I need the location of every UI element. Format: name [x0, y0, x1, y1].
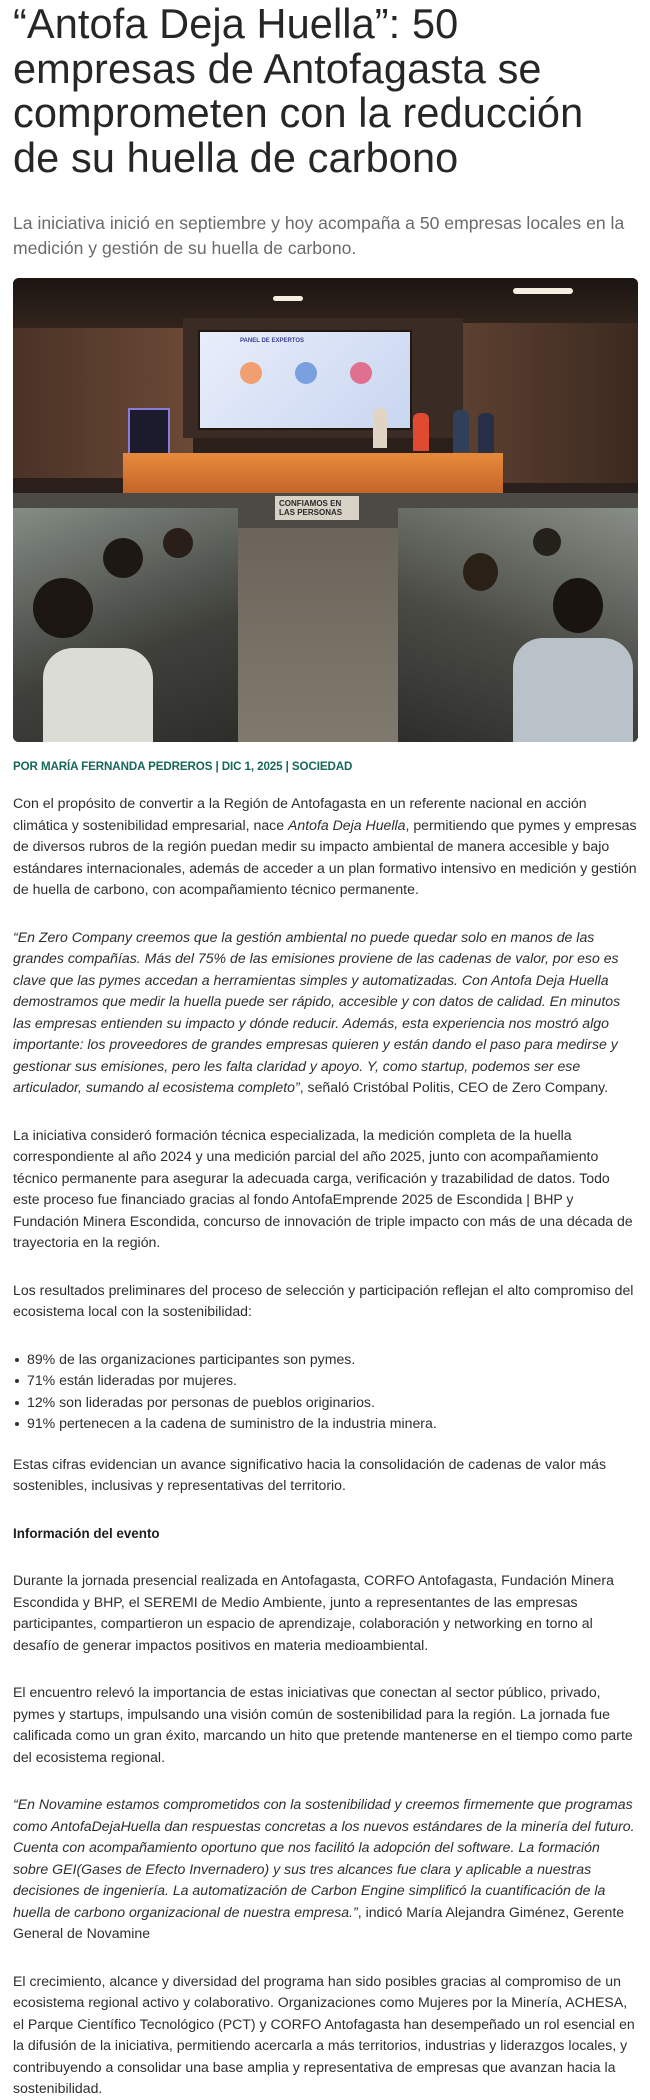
quote-attribution: , señaló Cristóbal Politis, CEO de Zero Company.	[299, 1079, 609, 1096]
paragraph-event: Durante la jornada presencial realizada en Antofagasta, CORFO Antofagasta, Fundación Minera Escondida y BHP, el SEREMI de Medio Ambiente, junto a representantes de las empresas participantes, compartieron un espacio de aprendizaje, colaboración y networking en torno al desafío de generar impactos positivos en materia medioambiental.	[13, 1572, 614, 1653]
quote-novamine	[13, 1794, 638, 1945]
program-name: Antofa Deja Huella	[287, 816, 406, 833]
section-heading: Información del evento	[13, 1525, 160, 1541]
quote-text: “En Zero Company creemos que la gestión ambiental no puede quedar solo en manos de las grandes compañías. Más del 75% de las emisiones proviene de las cadenas de valor, por eso es clave que las pymes accedan a herramientas simples y automatizadas. Con Antofa Deja Huella demostramos que medir la huella puede ser rápido, accesible y con datos de calidad. En minutos las empresas entienden su impacto y dónde reducir. Además, esta experiencia nos mostró algo importante: los proveedores de grandes empresas quieren y están dando el paso para medirse y gestionar sus emisiones, pero les falta claridad y apoyo. Y, como startup, podemos ser ese articulador, sumando al ecosistema completo”	[13, 928, 621, 1096]
quote-zero-company	[13, 927, 638, 1099]
stats-list	[13, 1349, 638, 1435]
screen-title: PANEL DE EXPERTOS	[240, 338, 305, 345]
list-item: 91% pertenecen a la cadena de suministro de la industria minera.	[13, 1413, 638, 1435]
article-subtitle: La iniciativa inició en septiembre y hoy acompaña a 50 empresas locales en la medición y gestión de su huella de carbono.	[13, 213, 625, 259]
paragraph-results: Los resultados preliminares del proceso de selección y participación reflejan el alto compromiso del ecosistema local con la sostenibilidad:	[13, 1281, 634, 1320]
quote-attribution: , indicó María Alejandra Giménez, Gerente General de Novamine	[13, 1903, 625, 1942]
paragraph-summary: Estas cifras evidencian un avance significativo hacia la consolidación de cadenas de valor más sostenibles, inclusivas y representativas del territorio.	[13, 1455, 607, 1494]
byline-author[interactable]: POR MARÍA FERNANDA PEDREROS	[13, 760, 213, 774]
event-photo	[13, 278, 638, 742]
byline-date: DIC 1, 2025	[221, 760, 283, 774]
article-title: “Antofa Deja Huella”: 50 empresas de Antofagasta se comprometen con la reducción de su huella de carbono	[13, 0, 584, 181]
byline-separator: |	[282, 760, 292, 774]
stage	[123, 453, 503, 493]
paragraph-intro	[13, 793, 638, 901]
wall-sign: CONFIAMOS EN LAS PERSONAS	[275, 496, 359, 520]
text: , permitiendo que pymes y empresas de diversos rubros de la región puedan medir su impacto ambiental de manera accesible y bajo estándares internacionales, además de acceder a un plan formativo intensivo en medición y gestión de huella de carbono, con acompañamiento técnico permanente.	[13, 816, 637, 898]
byline-separator: |	[212, 760, 222, 774]
list-item: 71% están lideradas por mujeres.	[13, 1370, 638, 1392]
byline-category[interactable]: SOCIEDAD	[291, 760, 353, 774]
quote-text: “En Novamine estamos comprometidos con la sostenibilidad y creemos firmemente que programas como AntofaDejaHuella dan respuestas concretas a los nuevos estándares de la minería del futuro. Cuenta con acompañamiento oportuno que nos facilitó la adopción del software. La formación sobre GEI(Gases de Efecto Invernadero) y sus tres alcances fue clara y aplicable a nuestras decisiones de ingeniería. La automatización de Carbon Engine simplificó la cuantificación de la huella de carbono organizacional de nuestra empresa.”	[13, 1796, 635, 1920]
byline	[13, 760, 638, 773]
paragraph-growth: El crecimiento, alcance y diversidad del programa han sido posibles gracias al compromiso de un ecosistema regional activo y colaborativo. Organizaciones como Mujeres por la Minería, ACHESA, el Parque Científico Tecnológico (PCT) y CORFO Antofagasta han desempeñado un rol esencial en la difusión de la iniciativa, permitiendo acercarla a más territorios, industrias y liderazgos locales, y contribuyendo a consolidar una base amplia y representativa de empresas que avanzan hacia la sostenibilidad.	[13, 1972, 635, 2097]
list-item: 12% son lideradas por personas de pueblos originarios.	[13, 1392, 638, 1414]
paragraph-funding: La iniciativa consideró formación técnica especializada, la medición completa de la huella correspondiente al año 2024 y una medición parcial del año 2025, junto con acompañamiento técnico permanente para asegurar la adecuada carga, verificación y trazabilidad de datos. Todo este proceso fue financiado gracias al fondo AntofaEmprende 2025 de Escondida | BHP y Fundación Minera Escondida, concurso de innovación de triple impacto con más de una década de trayectoria en la región.	[13, 1126, 633, 1251]
list-item: 89% de las organizaciones participantes son pymes.	[13, 1349, 638, 1371]
paragraph-meeting: El encuentro relevó la importancia de estas iniciativas que conectan al sector público, privado, pymes y startups, impulsando una visión común de sostenibilidad para la región. La jornada fue calificada como un gran éxito, marcando un hito que pretende mantenerse en el tiempo como parte del ecosistema regional.	[13, 1684, 633, 1765]
text: Con el propósito de convertir a la Región de Antofagasta en un referente nacional en acción climática y sostenibilidad empresarial, nace	[13, 795, 587, 833]
